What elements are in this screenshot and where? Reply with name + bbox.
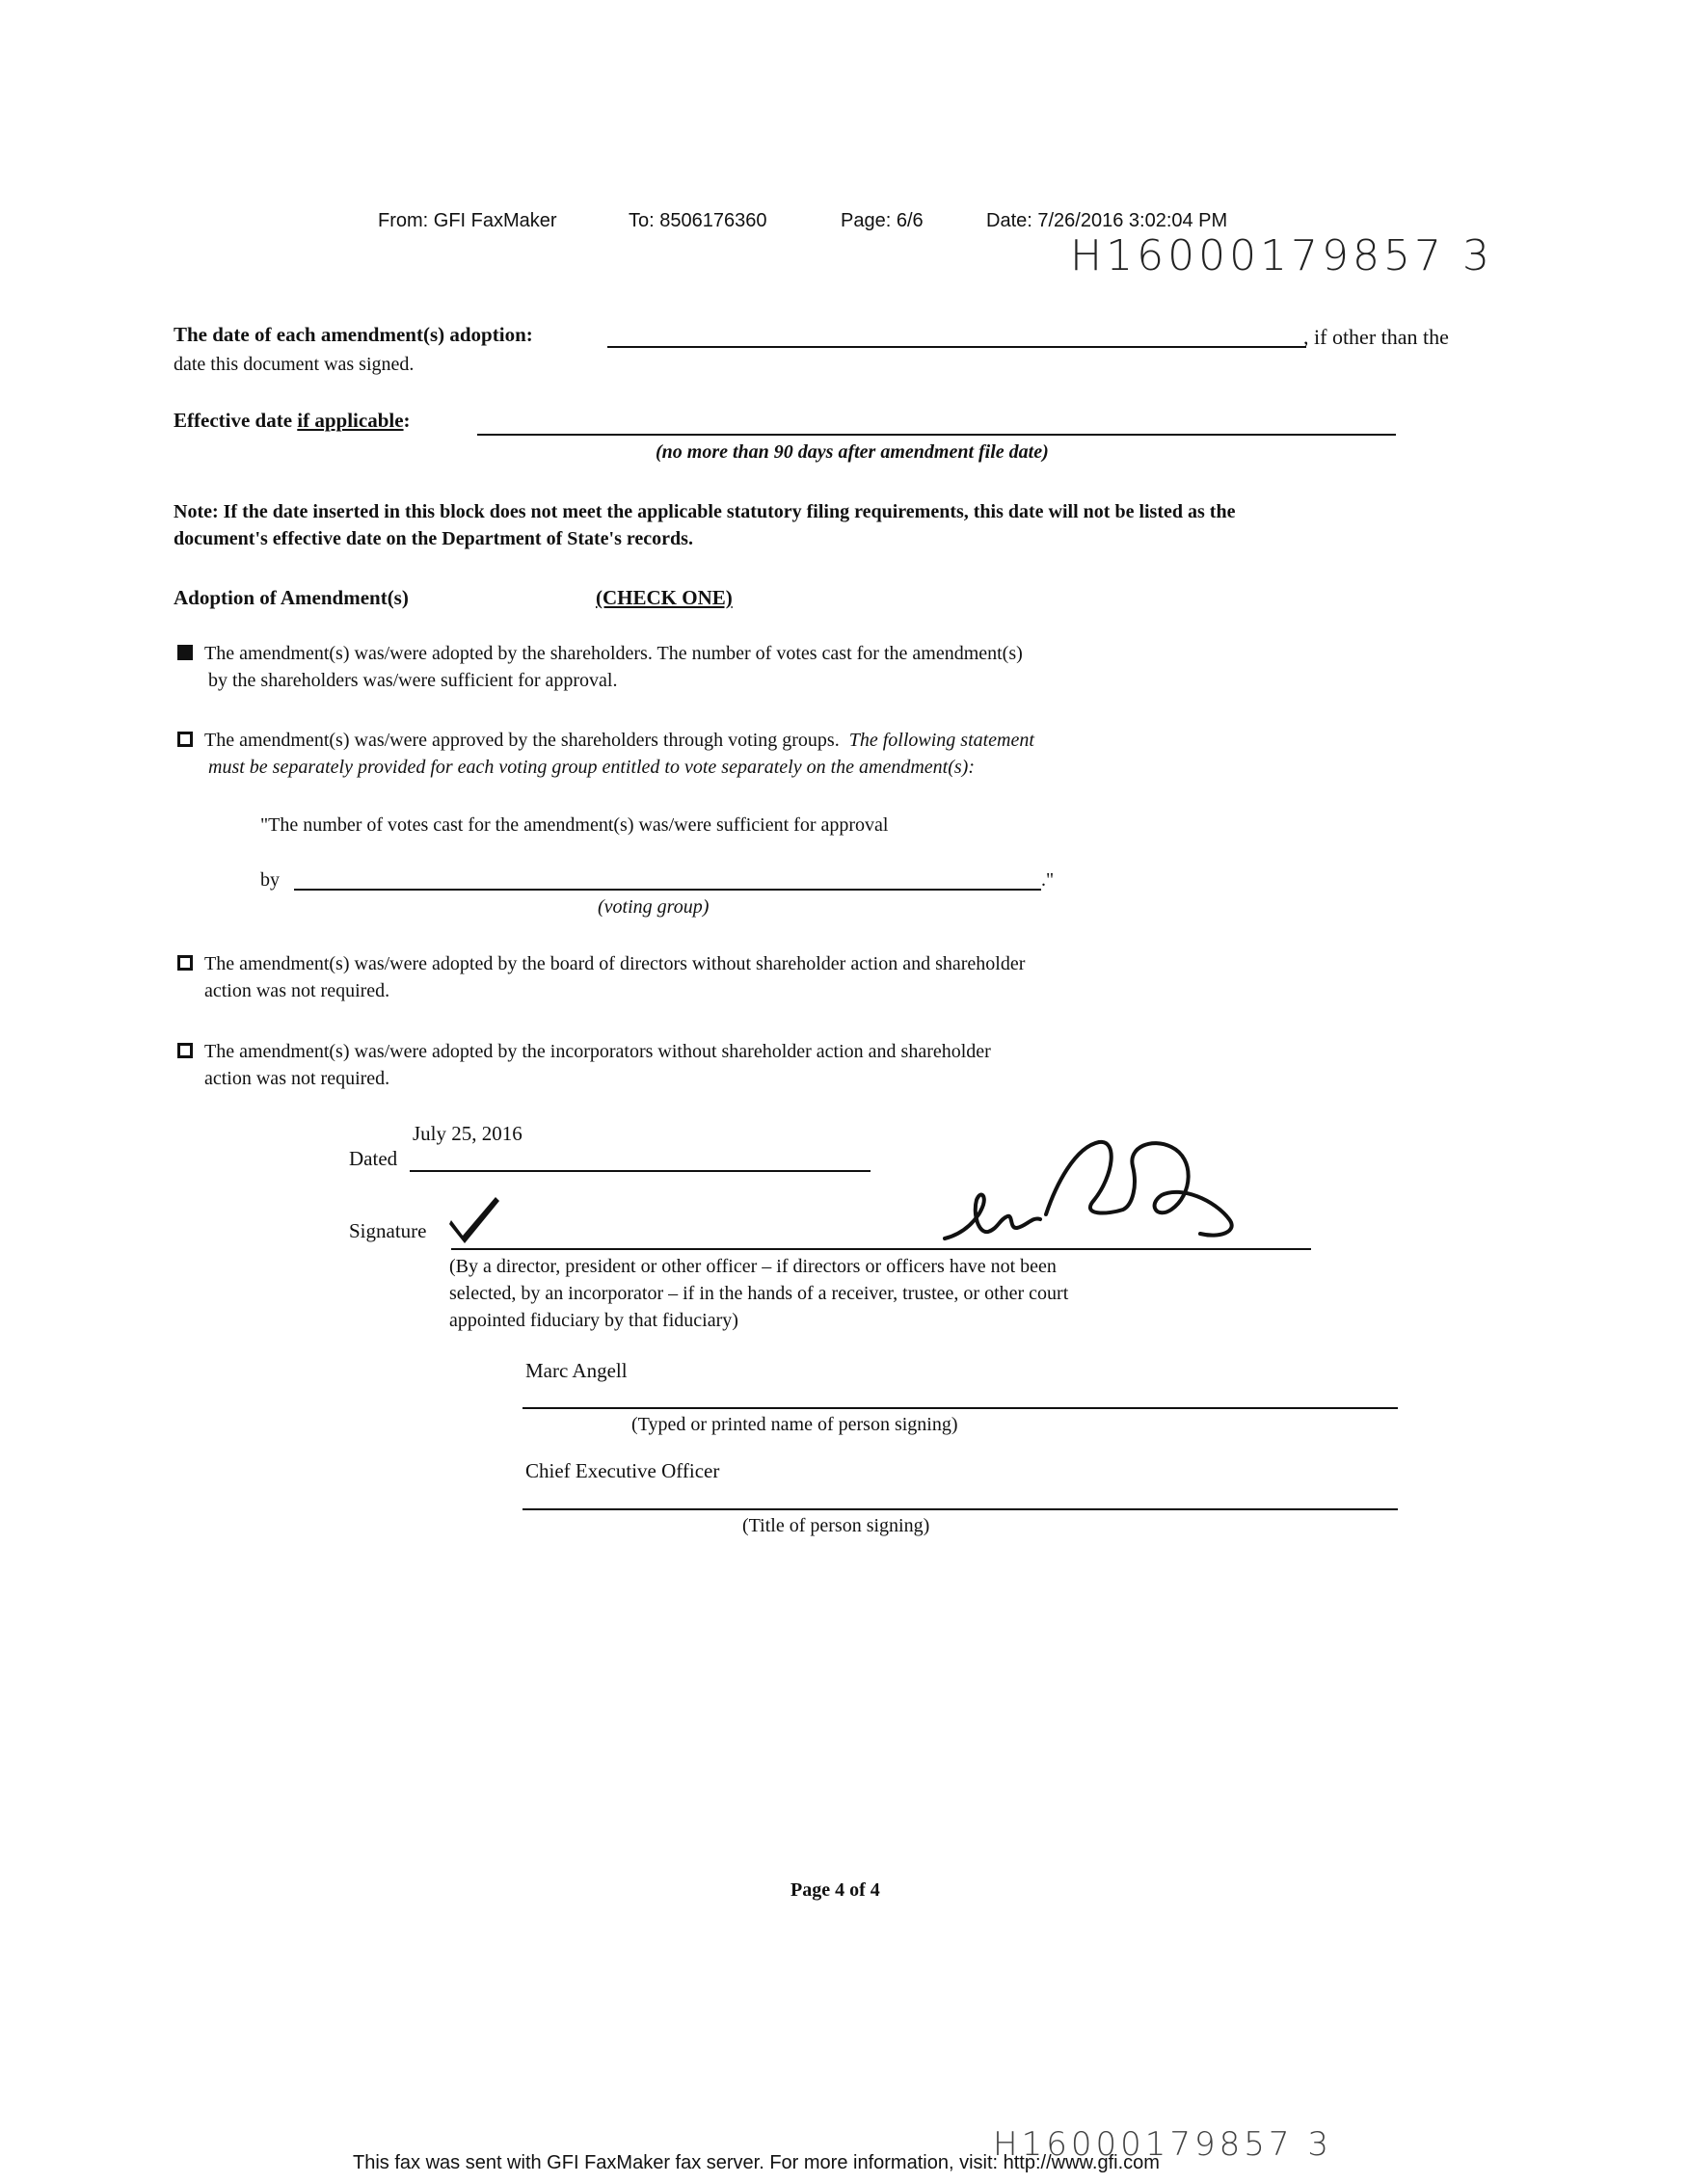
- board-of-directors-checkbox[interactable]: [177, 955, 193, 971]
- fax-from: From: GFI FaxMaker: [378, 210, 557, 231]
- voting-group-quote: "The number of votes cast for the amendment(s) was/were sufficient for approval: [260, 814, 889, 836]
- effective-date-label: Effective date if applicable:: [174, 409, 411, 432]
- printed-name-caption: (Typed or printed name of person signing): [631, 1414, 958, 1435]
- option-incorporators-line1: The amendment(s) was/were adopted by the incorporators without shareholder action and shareholder: [204, 1041, 991, 1062]
- handwritten-document-number-bottom: H16000179857 3: [993, 2125, 1332, 2164]
- effective-date-line: [477, 434, 1396, 436]
- title-value: Chief Executive Officer: [525, 1459, 720, 1482]
- printed-name-value: Marc Angell: [525, 1359, 628, 1382]
- handwritten-document-number: H16000179857 3: [1070, 231, 1494, 280]
- signature-label: Signature: [349, 1219, 427, 1242]
- fax-to: To: 8506176360: [629, 210, 767, 231]
- signature-instructions-line1: (By a director, president or other officer – if directors or officers have not been: [449, 1256, 1057, 1277]
- option-incorporators-line2: action was not required.: [204, 1068, 390, 1089]
- voting-group-close: .": [1041, 869, 1055, 891]
- check-mark-icon: [445, 1191, 503, 1254]
- effective-date-note: (no more than 90 days after amendment file date): [656, 441, 1049, 463]
- option-shareholders-line2: by the shareholders was/were sufficient for approval.: [208, 670, 618, 691]
- signature-instructions-line2: selected, by an incorporator – if in the hands of a receiver, trustee, or other court: [449, 1283, 1069, 1304]
- option-board-line2: action was not required.: [204, 980, 390, 1001]
- voting-group-by: by: [260, 869, 280, 891]
- adoption-date-line2: date this document was signed.: [174, 354, 415, 375]
- fax-date: Date: 7/26/2016 3:02:04 PM: [986, 210, 1228, 231]
- dated-line: [410, 1170, 871, 1172]
- incorporators-checkbox[interactable]: [177, 1043, 193, 1058]
- adoption-date-line: [607, 346, 1306, 348]
- voting-group-caption: (voting group): [598, 896, 710, 918]
- printed-name-line: [522, 1407, 1398, 1409]
- option-shareholders-line1: The amendment(s) was/were adopted by the shareholders. The number of votes cast for the amendment(s): [204, 643, 1023, 664]
- option-voting-groups-line2: must be separately provided for each voting group entitled to vote separately on the amendment(s):: [208, 757, 975, 778]
- note-line1: Note: If the date inserted in this block does not meet the applicable statutory filing requirements, this date will not be listed as the: [174, 501, 1236, 522]
- dated-label: Dated: [349, 1147, 398, 1170]
- adoption-date-label: The date of each amendment(s) adoption:: [174, 323, 533, 346]
- shareholders-adopted-checkbox[interactable]: [177, 645, 193, 660]
- dated-value: July 25, 2016: [413, 1122, 522, 1145]
- fax-footer: This fax was sent with GFI FaxMaker fax server. For more information, visit: http://www.gfi.com: [353, 2152, 1160, 2173]
- voting-groups-checkbox[interactable]: [177, 732, 193, 747]
- fax-page: Page: 6/6: [841, 210, 924, 231]
- voting-group-line: [294, 889, 1041, 891]
- title-line: [522, 1508, 1398, 1510]
- adoption-heading: Adoption of Amendment(s): [174, 586, 409, 609]
- page-number: Page 4 of 4: [790, 1879, 880, 1901]
- signature-instructions-line3: appointed fiduciary by that fiduciary): [449, 1310, 738, 1331]
- note-line2: document's effective date on the Department of State's records.: [174, 528, 693, 549]
- check-one-label: (CHECK ONE): [596, 586, 733, 609]
- title-caption: (Title of person signing): [742, 1515, 930, 1536]
- option-board-line1: The amendment(s) was/were adopted by the board of directors without shareholder action and shareholder: [204, 953, 1026, 974]
- option-voting-groups-line1: The amendment(s) was/were approved by the shareholders through voting groups. The following statement: [204, 730, 1034, 751]
- handwritten-signature: [940, 1128, 1268, 1258]
- adoption-date-suffix: , if other than the: [1303, 325, 1449, 349]
